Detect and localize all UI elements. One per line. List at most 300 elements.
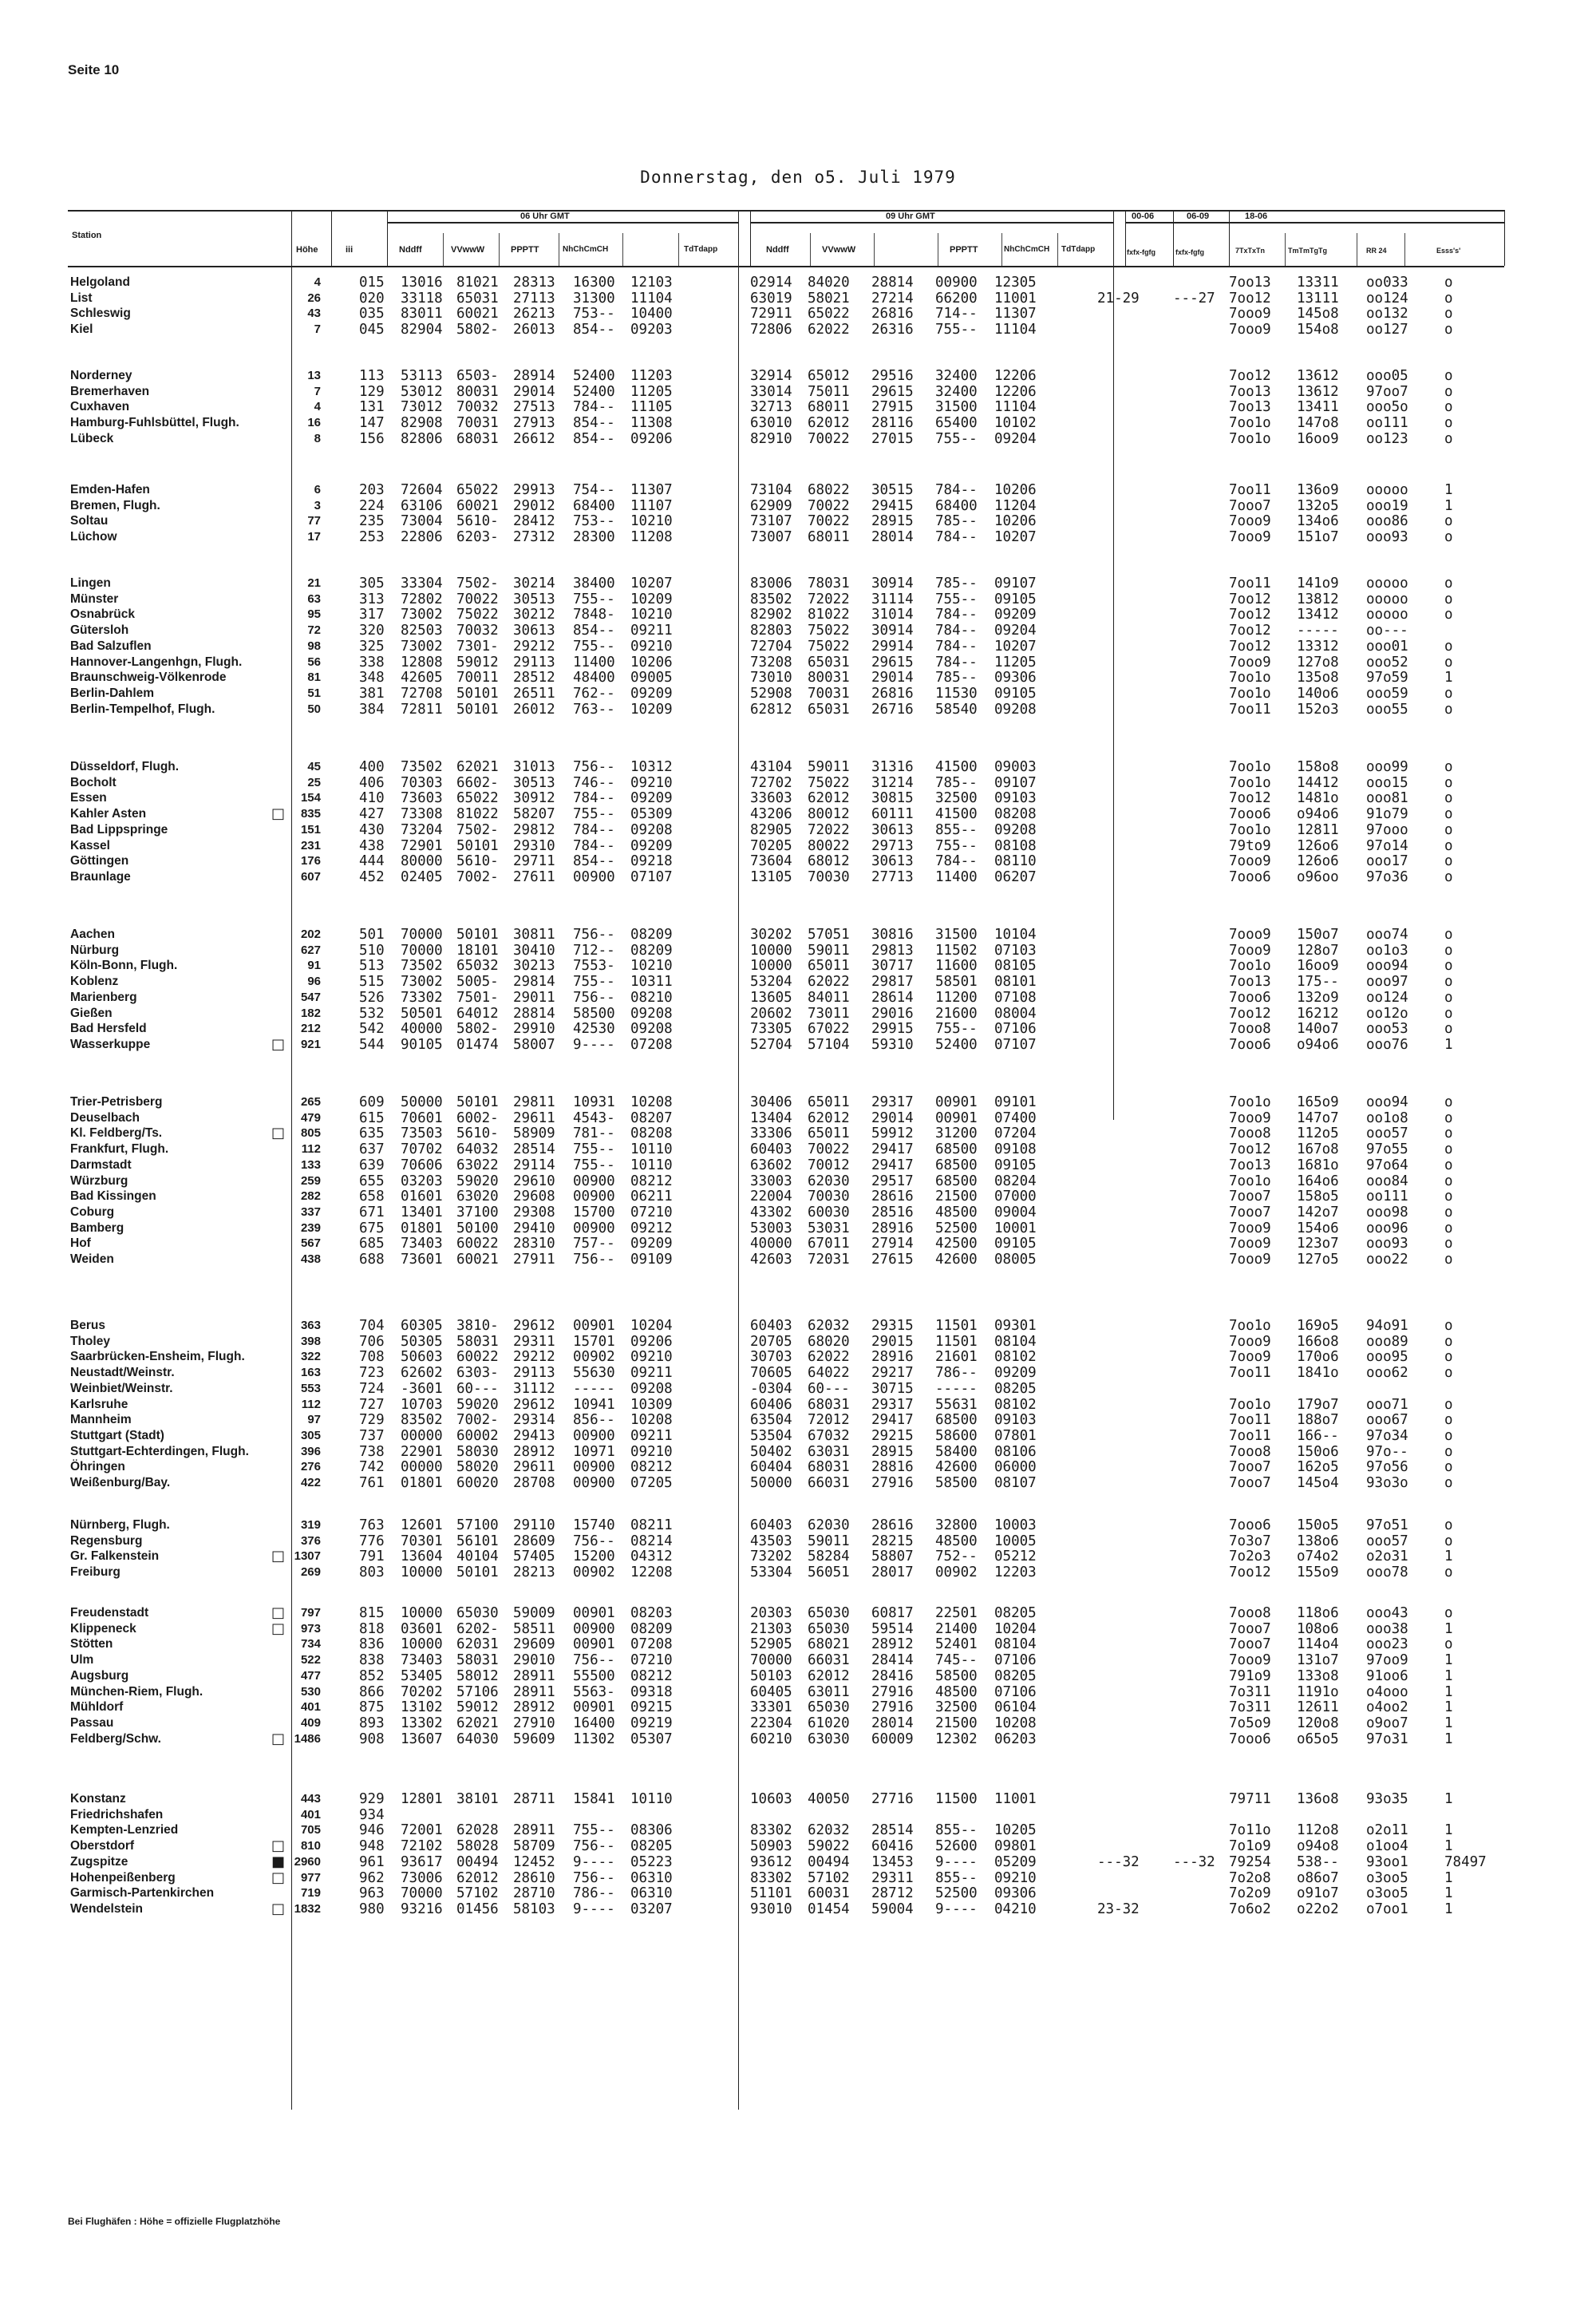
obs-cell-v2: 62022	[808, 974, 850, 991]
obs-cell-rr: 97o59	[1366, 670, 1408, 686]
obs-cell-iii: 045	[359, 322, 385, 338]
obs-cell-tt1: 7ooo9	[1229, 654, 1271, 670]
obs-cell-v2: 57104	[808, 1036, 850, 1053]
station-height: 522	[300, 1653, 321, 1667]
obs-cell-v2: 62012	[808, 415, 850, 432]
obs-cell-tt1: 7oo1o	[1229, 1173, 1271, 1189]
obs-cell-p2: 27915	[871, 399, 914, 416]
obs-cell-tt2: 12611	[1297, 1699, 1339, 1716]
obs-cell-p2: 29713	[871, 837, 914, 854]
obs-cell-c2: 714--	[935, 306, 978, 322]
obs-cell-n2: 50103	[750, 1667, 792, 1684]
obs-cell-n1: 60305	[401, 1318, 443, 1334]
col-ff-06: fxfx-fgfg	[1175, 248, 1204, 256]
obs-cell-v2: 63030	[808, 1730, 850, 1747]
obs-cell-t2: 08005	[994, 1252, 1037, 1268]
obs-cell-p2: 29015	[871, 1333, 914, 1350]
station-name: Kl. Feldberg/Ts.	[70, 1126, 163, 1141]
mountain-station-marker-icon: □	[271, 1837, 286, 1855]
col-nh-09: NhChCmCH	[1004, 245, 1050, 254]
obs-cell-e: o	[1444, 927, 1453, 943]
obs-cell-tt2: 152o3	[1297, 701, 1339, 718]
station-name: Kassel	[70, 838, 110, 852]
obs-cell-n2: 83502	[750, 591, 792, 607]
obs-cell-p1: 28412	[513, 513, 555, 530]
obs-cell-p2: 29317	[871, 1094, 914, 1110]
obs-cell-tt2: 118o6	[1297, 1605, 1339, 1621]
obs-cell-n1: 01801	[401, 1475, 443, 1491]
station-name: Soltau	[70, 514, 109, 528]
obs-cell-n1: 10703	[401, 1396, 443, 1413]
obs-cell-v1: 64012	[456, 1005, 499, 1022]
obs-cell-c1: 784--	[573, 399, 615, 416]
station-height: 398	[300, 1334, 321, 1348]
obs-cell-p2: 27916	[871, 1699, 914, 1716]
obs-cell-tt1: 7ooo9	[1229, 306, 1271, 322]
obs-cell-v1: 63022	[456, 1157, 499, 1173]
obs-cell-tt2: 145o8	[1297, 306, 1339, 322]
obs-cell-p2: 29914	[871, 638, 914, 655]
mountain-station-marker-icon: □	[271, 1869, 286, 1886]
station-height: 98	[307, 639, 321, 653]
obs-cell-tt2: 141o9	[1297, 576, 1339, 591]
obs-cell-tt1: 7oo12	[1229, 368, 1271, 384]
obs-cell-p2: 26316	[871, 322, 914, 338]
obs-cell-t2: 08107	[994, 1475, 1037, 1491]
obs-cell-v2: 80022	[808, 837, 850, 854]
obs-cell-tt2: 158o8	[1297, 759, 1339, 775]
obs-cell-t2: 08205	[994, 1380, 1037, 1397]
obs-cell-e: o	[1444, 1109, 1453, 1126]
obs-cell-c2: 11600	[935, 958, 978, 975]
obs-cell-c2: 31500	[935, 399, 978, 416]
col-td-09: TdTdapp	[1061, 245, 1096, 254]
obs-cell-t1: 07107	[630, 868, 673, 885]
obs-cell-p2: 28912	[871, 1636, 914, 1653]
obs-cell-tt1: 7oo13	[1229, 1157, 1271, 1173]
station-height: 337	[300, 1204, 321, 1219]
station-name: Köln-Bonn, Flugh.	[70, 959, 178, 973]
station-height: 265	[300, 1095, 321, 1109]
station-name: Oberstdorf	[70, 1839, 135, 1853]
station-height: 1486	[294, 1731, 321, 1746]
col-tt-06: TmTmTgTg	[1288, 247, 1327, 255]
obs-cell-p1: 28313	[513, 275, 555, 291]
obs-cell-t1: 10210	[630, 513, 673, 530]
obs-cell-c2: 42600	[935, 1252, 978, 1268]
obs-cell-n2: 10000	[750, 958, 792, 975]
obs-cell-c2: 785--	[935, 576, 978, 591]
obs-cell-tt1: 7oo12	[1229, 591, 1271, 607]
obs-cell-p2: 28614	[871, 989, 914, 1006]
obs-cell-t2: 07103	[994, 942, 1037, 959]
obs-cell-n2: 82910	[750, 430, 792, 447]
col-nddff-09: Nddff	[766, 245, 789, 255]
obs-cell-t1: 08209	[630, 942, 673, 959]
obs-cell-v1: 60021	[456, 1252, 499, 1268]
obs-cell-tt2: 13311	[1297, 275, 1339, 291]
obs-cell-t1: 05309	[630, 806, 673, 823]
obs-cell-n2: 60403	[750, 1517, 792, 1533]
obs-cell-iii: 671	[359, 1204, 385, 1220]
obs-cell-v2: 75011	[808, 383, 850, 400]
obs-cell-tt1: 7oo12	[1229, 1005, 1271, 1022]
obs-cell-c1: 755--	[573, 1141, 615, 1158]
obs-cell-rr: oo124	[1366, 989, 1408, 1006]
obs-cell-rr: ooo98	[1366, 1204, 1408, 1220]
obs-cell-c1: 42530	[573, 1021, 615, 1038]
obs-cell-tt2: 150o6	[1297, 1443, 1339, 1460]
obs-cell-c2: 68500	[935, 1157, 978, 1173]
obs-cell-tt2: 13612	[1297, 383, 1339, 400]
obs-cell-t2: 10104	[994, 927, 1037, 943]
station-name: Bad Kissingen	[70, 1189, 156, 1204]
obs-cell-c2: 11501	[935, 1318, 978, 1334]
obs-cell-t1: 07205	[630, 1475, 673, 1491]
obs-cell-tt1: 7oo1o	[1229, 958, 1271, 975]
obs-cell-n2: 73107	[750, 513, 792, 530]
obs-cell-tt1: 79711	[1229, 1791, 1271, 1807]
obs-cell-p1: 27113	[513, 290, 555, 307]
obs-cell-p2: 29217	[871, 1365, 914, 1382]
obs-cell-v2: 67022	[808, 1021, 850, 1038]
mountain-station-marker-icon: ■	[271, 1853, 286, 1870]
obs-cell-tt2: 136o8	[1297, 1791, 1339, 1807]
obs-cell-e: 1	[1444, 1699, 1453, 1716]
col-rr: RR 24	[1366, 247, 1387, 255]
obs-cell-p2: 30717	[871, 958, 914, 975]
obs-cell-rr: 97o14	[1366, 837, 1408, 854]
mountain-station-marker-icon: □	[271, 805, 286, 823]
obs-cell-rr: oo1o8	[1366, 1109, 1408, 1126]
obs-cell-tt1: 7oo11	[1229, 701, 1271, 718]
station-height: 530	[300, 1684, 321, 1699]
obs-cell-tt2: 140o7	[1297, 1021, 1339, 1038]
obs-cell-p1: 30811	[513, 927, 555, 943]
station-height: 63	[307, 591, 321, 606]
obs-cell-iii: 452	[359, 868, 385, 885]
obs-cell-p2: 29014	[871, 670, 914, 686]
station-height: 96	[307, 975, 321, 989]
obs-cell-p2: 28616	[871, 1189, 914, 1205]
obs-cell-iii: 729	[359, 1412, 385, 1429]
obs-cell-p2: 28014	[871, 1715, 914, 1731]
obs-cell-t1: 11107	[630, 497, 673, 514]
obs-cell-e: o	[1444, 591, 1453, 607]
obs-cell-c2: 785--	[935, 513, 978, 530]
station-height: 401	[300, 1700, 321, 1715]
obs-cell-n2: 53504	[750, 1427, 792, 1444]
obs-cell-c1: 746--	[573, 774, 615, 791]
obs-cell-n1: 70000	[401, 942, 443, 959]
obs-cell-e: o	[1444, 1605, 1453, 1621]
obs-cell-tt2: 13411	[1297, 399, 1339, 416]
obs-cell-t1: 10207	[630, 576, 673, 591]
obs-cell-n2: 20602	[750, 1005, 792, 1022]
obs-cell-c2: 21500	[935, 1715, 978, 1731]
obs-cell-tt1: 7oo12	[1229, 607, 1271, 623]
obs-cell-tt1: 7oo12	[1229, 1564, 1271, 1581]
obs-cell-p2: 30715	[871, 1380, 914, 1397]
obs-cell-rr: ooo53	[1366, 1021, 1408, 1038]
obs-cell-rr: ooo76	[1366, 1036, 1408, 1053]
obs-cell-v1: 5610-	[456, 513, 499, 530]
obs-cell-iii: 815	[359, 1605, 385, 1621]
obs-cell-t1: 08207	[630, 1109, 673, 1126]
obs-cell-v2: 65012	[808, 368, 850, 384]
col-ppptt-09: PPPTT	[950, 245, 978, 255]
obs-cell-c2: 52600	[935, 1838, 978, 1855]
obs-cell-n2: 93612	[750, 1853, 792, 1870]
obs-cell-p2: 29417	[871, 1412, 914, 1429]
obs-cell-iii: 542	[359, 1021, 385, 1038]
obs-cell-p2: 29817	[871, 974, 914, 991]
obs-cell-p1: 28708	[513, 1475, 555, 1491]
obs-cell-tt1: 7ooo8	[1229, 1021, 1271, 1038]
obs-cell-p2: 60817	[871, 1605, 914, 1621]
obs-cell-p2: 27916	[871, 1683, 914, 1700]
obs-cell-p1: 29010	[513, 1652, 555, 1669]
obs-cell-v2: 75022	[808, 638, 850, 655]
obs-cell-iii: 818	[359, 1620, 385, 1637]
obs-cell-c2: 68400	[935, 497, 978, 514]
obs-cell-n1: 73601	[401, 1252, 443, 1268]
obs-cell-iii: 615	[359, 1109, 385, 1126]
obs-cell-p1: 29113	[513, 1365, 555, 1382]
obs-cell-v1: 7502-	[456, 576, 499, 591]
obs-cell-t1: 09209	[630, 790, 673, 807]
obs-cell-c1: 9----	[573, 1036, 615, 1053]
obs-cell-t1: 10110	[630, 1157, 673, 1173]
obs-cell-t1: 07208	[630, 1636, 673, 1653]
block-09-title: 09 Uhr GMT	[886, 212, 935, 221]
obs-cell-iii: 532	[359, 1005, 385, 1022]
obs-cell-iii: 400	[359, 759, 385, 775]
obs-cell-n2: 70205	[750, 837, 792, 854]
obs-cell-v1: 70011	[456, 670, 499, 686]
obs-cell-t1: 08212	[630, 1667, 673, 1684]
obs-cell-tt2: -----	[1297, 623, 1339, 639]
obs-cell-p2: 30815	[871, 790, 914, 807]
obs-cell-tt1: 7ooo9	[1229, 1349, 1271, 1366]
obs-cell-c1: 5563-	[573, 1683, 615, 1700]
obs-cell-t1: 08214	[630, 1533, 673, 1549]
obs-cell-t1: 11104	[630, 290, 673, 307]
obs-cell-tt2: o65o5	[1297, 1730, 1339, 1747]
obs-cell-n2: 60405	[750, 1683, 792, 1700]
obs-cell-c1: 15701	[573, 1333, 615, 1350]
obs-cell-iii: 655	[359, 1173, 385, 1189]
obs-cell-n1: 33304	[401, 576, 443, 591]
obs-cell-e: o	[1444, 654, 1453, 670]
obs-cell-rr: ooo57	[1366, 1533, 1408, 1549]
obs-cell-tt2: 538--	[1297, 1853, 1339, 1870]
col-ff-00: fxfx-fgfg	[1127, 248, 1156, 256]
obs-cell-tt2: o94o8	[1297, 1838, 1339, 1855]
obs-cell-v2: 00494	[808, 1853, 850, 1870]
station-name: Deuselbach	[70, 1110, 140, 1125]
obs-cell-rr: oo123	[1366, 430, 1408, 447]
obs-cell-tt2: 154o6	[1297, 1220, 1339, 1236]
obs-cell-c2: 11502	[935, 942, 978, 959]
station-height: 81	[307, 670, 321, 685]
obs-cell-v2: 65011	[808, 1125, 850, 1142]
obs-cell-n2: 22004	[750, 1189, 792, 1205]
station-name: Braunschweig-Völkenrode	[70, 670, 227, 685]
obs-cell-t1: 11105	[630, 399, 673, 416]
obs-cell-tt1: 7oo12	[1229, 638, 1271, 655]
obs-cell-v2: 59011	[808, 942, 850, 959]
obs-cell-t2: 11001	[994, 290, 1037, 307]
obs-cell-v1: 60022	[456, 1236, 499, 1252]
obs-cell-rr: o4oo2	[1366, 1699, 1408, 1716]
obs-cell-v2: 62022	[808, 1349, 850, 1366]
obs-cell-t2: 09107	[994, 576, 1037, 591]
col-ppptt-06: PPPTT	[511, 245, 539, 255]
obs-cell-tt1: 7ooo7	[1229, 1636, 1271, 1653]
station-name: Osnabrück	[70, 607, 135, 622]
obs-cell-rr: ooo99	[1366, 759, 1408, 775]
obs-cell-tt1: 7ooo7	[1229, 1475, 1271, 1491]
obs-cell-c2: 48500	[935, 1533, 978, 1549]
station-name: Öhringen	[70, 1460, 125, 1474]
obs-cell-p1: 30613	[513, 623, 555, 639]
obs-cell-c2: 12302	[935, 1730, 978, 1747]
obs-cell-n2: 32914	[750, 368, 792, 384]
obs-cell-n1: 73006	[401, 1869, 443, 1886]
obs-cell-t2: 10003	[994, 1517, 1037, 1533]
obs-cell-c2: 58501	[935, 974, 978, 991]
obs-cell-rr: ooo52	[1366, 654, 1408, 670]
obs-cell-iii: 675	[359, 1220, 385, 1236]
obs-cell-t1: 09203	[630, 322, 673, 338]
obs-cell-n1: 70202	[401, 1683, 443, 1700]
obs-cell-p2: 60416	[871, 1838, 914, 1855]
obs-cell-v2: 62012	[808, 1109, 850, 1126]
obs-cell-n2: 82803	[750, 623, 792, 639]
obs-cell-t2: 09801	[994, 1838, 1037, 1855]
obs-cell-t2: 08004	[994, 1005, 1037, 1022]
obs-cell-v1: 50101	[456, 1564, 499, 1581]
obs-cell-n2: 33003	[750, 1173, 792, 1189]
obs-cell-t1: 10311	[630, 974, 673, 991]
obs-cell-t1: 08211	[630, 1517, 673, 1533]
station-name: Regensburg	[70, 1533, 143, 1548]
obs-cell-n1: 83502	[401, 1412, 443, 1429]
obs-cell-p1: 29612	[513, 1396, 555, 1413]
obs-cell-n1: 10000	[401, 1636, 443, 1653]
obs-cell-v1: 70031	[456, 415, 499, 432]
obs-cell-t2: 08105	[994, 958, 1037, 975]
station-name: Ulm	[70, 1653, 94, 1667]
obs-cell-iii: 544	[359, 1036, 385, 1053]
obs-cell-iii: 685	[359, 1236, 385, 1252]
obs-cell-t2: 07106	[994, 1683, 1037, 1700]
obs-cell-tt1: 7ooo9	[1229, 1109, 1271, 1126]
obs-cell-n1: 72708	[401, 685, 443, 702]
obs-cell-tt2: 127o8	[1297, 654, 1339, 670]
obs-cell-tt1: 7oo13	[1229, 399, 1271, 416]
obs-cell-t1: 09206	[630, 1333, 673, 1350]
obs-cell-iii: 637	[359, 1141, 385, 1158]
station-name: Neustadt/Weinstr.	[70, 1366, 175, 1380]
mountain-station-marker-icon: □	[271, 1730, 286, 1747]
obs-cell-v2: 63031	[808, 1443, 850, 1460]
obs-cell-v1: 5005-	[456, 974, 499, 991]
obs-cell-e: 1	[1444, 1683, 1453, 1700]
obs-cell-c1: 00900	[573, 1220, 615, 1236]
obs-cell-rr: 97ooo	[1366, 821, 1408, 838]
obs-cell-tt1: 7oo13	[1229, 275, 1271, 291]
obs-cell-t2: 09301	[994, 1318, 1037, 1334]
obs-cell-n2: 60404	[750, 1459, 792, 1476]
obs-cell-iii: 348	[359, 670, 385, 686]
obs-cell-n2: 33306	[750, 1125, 792, 1142]
obs-cell-tt1: 7ooo9	[1229, 529, 1271, 546]
obs-cell-tt2: 151o7	[1297, 529, 1339, 546]
station-height: 973	[300, 1621, 321, 1636]
obs-cell-c2: 755--	[935, 430, 978, 447]
obs-cell-p2: 30613	[871, 853, 914, 870]
obs-cell-f1: 21-29	[1097, 290, 1140, 307]
obs-cell-n2: 72806	[750, 322, 792, 338]
obs-cell-n1: 63106	[401, 497, 443, 514]
obs-cell-c2: 58600	[935, 1427, 978, 1444]
obs-cell-iii: 727	[359, 1396, 385, 1413]
obs-cell-p1: 58909	[513, 1125, 555, 1142]
obs-cell-n1: 72802	[401, 591, 443, 607]
obs-cell-n1: 02405	[401, 868, 443, 885]
station-height: 734	[300, 1637, 321, 1651]
obs-cell-v2: 84011	[808, 989, 850, 1006]
obs-cell-tt2: 155o9	[1297, 1564, 1339, 1581]
obs-cell-p1: 59609	[513, 1730, 555, 1747]
obs-cell-p2: 59310	[871, 1036, 914, 1053]
obs-cell-tt2: 1481o	[1297, 790, 1339, 807]
station-name: Tholey	[70, 1334, 110, 1348]
obs-cell-e: o	[1444, 1333, 1453, 1350]
station-name: Gütersloh	[70, 623, 129, 638]
obs-cell-t2: 08204	[994, 1173, 1037, 1189]
obs-cell-v1: 7002-	[456, 868, 499, 885]
station-height: 4	[314, 400, 321, 414]
obs-cell-iii: 658	[359, 1189, 385, 1205]
obs-cell-tt1: 7oo13	[1229, 383, 1271, 400]
obs-cell-n1: 93216	[401, 1901, 443, 1917]
obs-cell-e: 1	[1444, 1652, 1453, 1669]
station-height: 6	[314, 483, 321, 496]
obs-cell-tt2: 13812	[1297, 591, 1339, 607]
mountain-station-marker-icon: □	[271, 1548, 286, 1565]
obs-cell-iii: 737	[359, 1427, 385, 1444]
obs-cell-v2: 56051	[808, 1564, 850, 1581]
obs-cell-t2: 12206	[994, 383, 1037, 400]
obs-cell-n1: -3601	[401, 1380, 443, 1397]
obs-cell-e: o	[1444, 1094, 1453, 1110]
obs-cell-tt2: o94o6	[1297, 806, 1339, 823]
obs-cell-p1: 28610	[513, 1869, 555, 1886]
obs-cell-tt2: 1191o	[1297, 1683, 1339, 1700]
mountain-station-marker-icon: □	[271, 1900, 286, 1917]
obs-cell-t2: 09101	[994, 1094, 1037, 1110]
obs-cell-rr: ooo94	[1366, 1094, 1408, 1110]
obs-cell-v1: 7501-	[456, 989, 499, 1006]
obs-cell-n1: 70303	[401, 774, 443, 791]
station-name: Aachen	[70, 928, 115, 941]
obs-cell-rr: o9oo7	[1366, 1715, 1408, 1731]
obs-cell-rr: ooo5o	[1366, 399, 1408, 416]
obs-cell-c1: 00900	[573, 1459, 615, 1476]
